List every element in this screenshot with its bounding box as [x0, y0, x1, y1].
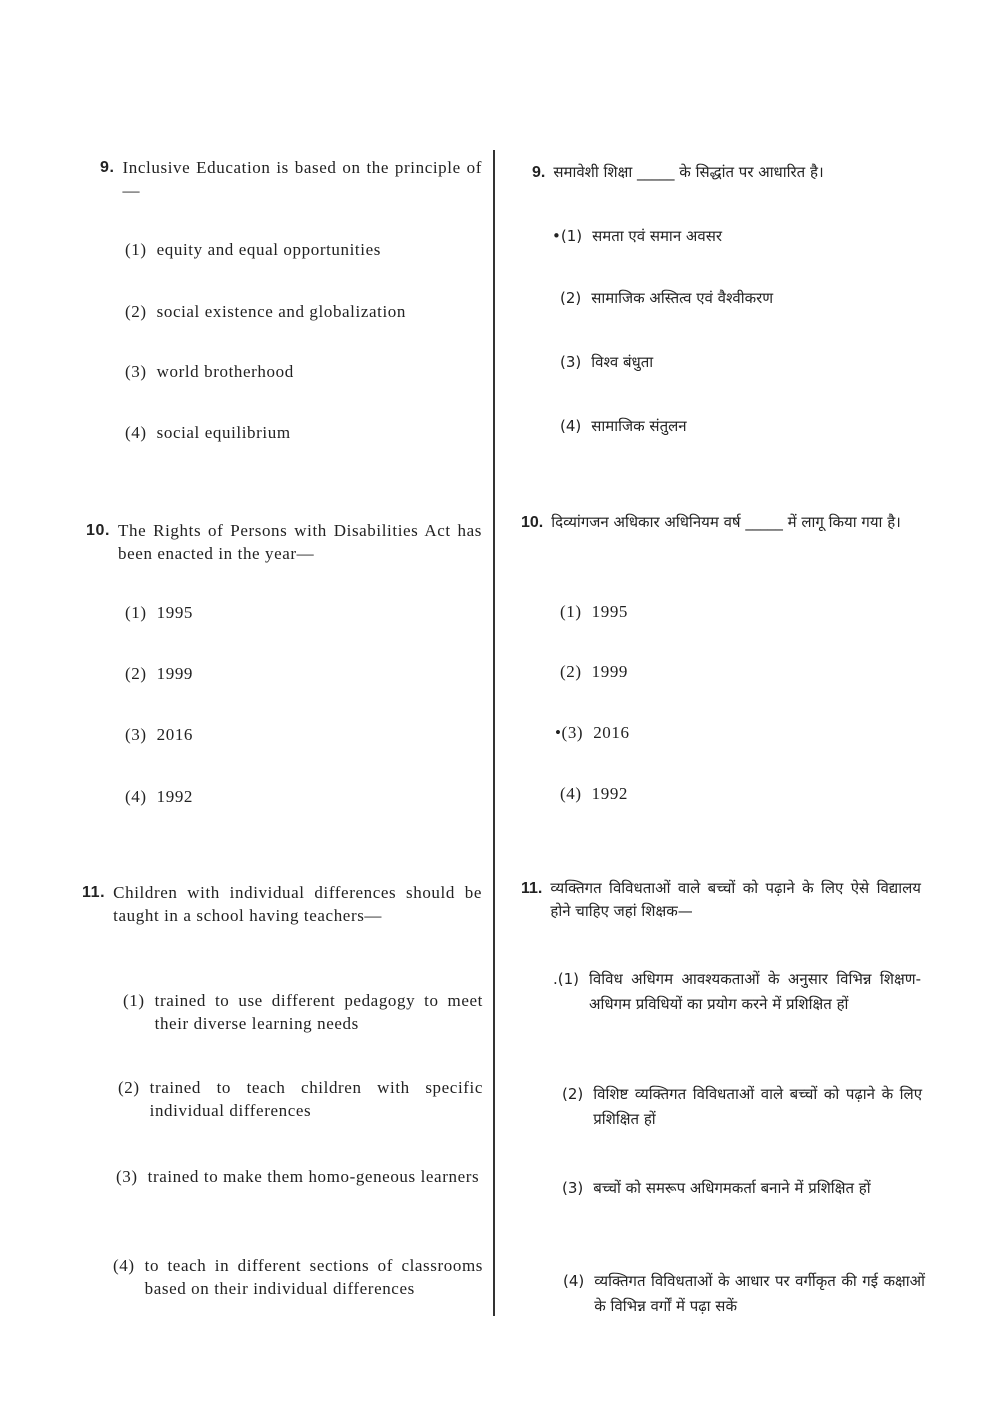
- option[interactable]: [125, 421, 291, 444]
- option[interactable]: [560, 415, 687, 438]
- option[interactable]: [562, 1082, 922, 1132]
- option-text: सामाजिक अस्तित्व एवं वैश्वीकरण: [591, 289, 774, 307]
- option-text: विविध अधिगम आवश्यकताओं के अनुसार विभिन्न शिक्षण-अधिगम प्रविधियों का प्रयोग करने में प्रशिक्षित हों: [589, 970, 921, 1013]
- question-text: Children with individual differences should be taught in a school having teachers—: [113, 883, 482, 925]
- question-number: 11.: [82, 884, 106, 901]
- question-number: 11.: [521, 880, 543, 897]
- option-number: (2): [125, 302, 147, 321]
- question-text: समावेशी शिक्षा _____ के सिद्धांत पर आधारित है।: [553, 163, 824, 181]
- option-number: (1): [560, 602, 582, 621]
- question-text: Inclusive Education is based on the principle of—: [122, 158, 482, 200]
- option-number: (3): [125, 725, 147, 744]
- question-11-hi: [521, 877, 921, 923]
- question-11-en: [82, 881, 482, 927]
- option[interactable]: [123, 989, 483, 1035]
- option-text: trained to use different pedagogy to meet their diverse learning needs: [154, 991, 483, 1033]
- option[interactable]: [563, 1269, 925, 1319]
- option-text: बच्चों को समरूप अधिगमकर्ता बनाने में प्रशिक्षित हों: [593, 1179, 871, 1197]
- option[interactable]: [560, 287, 773, 310]
- option-text: 1995: [591, 602, 629, 621]
- option[interactable]: [125, 601, 193, 624]
- question-10-en: [86, 519, 482, 565]
- option-text: 2016: [593, 723, 630, 742]
- option-text: 2016: [156, 725, 194, 744]
- option-text: 1992: [156, 787, 194, 806]
- option[interactable]: [113, 1254, 483, 1300]
- option-number: •(1): [552, 227, 583, 245]
- option-text: विशिष्ट व्यक्तिगत विविधताओं वाले बच्चों को पढ़ाने के लिए प्रशिक्षित हों: [593, 1085, 922, 1128]
- option-number: (4): [125, 787, 147, 806]
- option-text: सामाजिक संतुलन: [591, 417, 687, 435]
- option[interactable]: [125, 300, 406, 323]
- option-text: world brotherhood: [156, 362, 294, 381]
- option[interactable]: [118, 1076, 483, 1122]
- option-number: (1): [123, 991, 145, 1010]
- option[interactable]: [560, 782, 628, 805]
- option[interactable]: [125, 360, 294, 383]
- option-number: (1): [125, 240, 147, 259]
- option-text: trained to teach children with specific individual differences: [149, 1078, 483, 1120]
- option-text: 1995: [156, 603, 194, 622]
- option-text: 1999: [156, 664, 194, 683]
- option-number: (2): [118, 1078, 140, 1097]
- option-text: विश्व बंधुता: [591, 353, 654, 371]
- option-number: (3): [560, 353, 582, 371]
- option[interactable]: [125, 662, 193, 685]
- option-text: to teach in different sections of classrooms based on their individual differences: [144, 1256, 483, 1298]
- question-text: व्यक्तिगत विविधताओं वाले बच्चों को पढ़ाने के लिए ऐसे विद्यालय होने चाहिए जहां शिक्षक—: [550, 879, 921, 920]
- option-text: व्यक्तिगत विविधताओं के आधार पर वर्गीकृत की गई कक्षाओं के विभिन्न वर्गों में पढ़ा सकें: [594, 1272, 925, 1315]
- option-number: (4): [563, 1272, 585, 1290]
- option-text: समता एवं समान अवसर: [592, 227, 722, 245]
- question-number: 9.: [532, 164, 546, 181]
- question-number: 10.: [86, 522, 111, 539]
- option-number: (1): [125, 603, 147, 622]
- column-divider: [493, 150, 495, 1316]
- option-number: (3): [116, 1167, 138, 1186]
- option-number: •(3): [555, 723, 584, 742]
- option-text: social equilibrium: [156, 423, 291, 442]
- question-text: दिव्यांगजन अधिकार अधिनियम वर्ष _____ में लागू किया गया है।: [551, 513, 901, 531]
- option[interactable]: [560, 600, 628, 623]
- option-number: (4): [560, 784, 582, 803]
- option-number: .(1): [553, 970, 580, 988]
- option-number: (2): [562, 1085, 584, 1103]
- option[interactable]: [552, 225, 722, 248]
- option-number: (2): [560, 289, 582, 307]
- question-10-hi: [521, 511, 921, 534]
- option-number: (4): [560, 417, 582, 435]
- question-9-hi: [532, 161, 922, 184]
- question-9-en: [100, 156, 482, 202]
- option-text: social existence and globalization: [156, 302, 406, 321]
- option-number: (2): [560, 662, 582, 681]
- option[interactable]: [125, 238, 381, 261]
- option-number: (4): [125, 423, 147, 442]
- question-text: The Rights of Persons with Disabilities Act has been enacted in the year—: [118, 521, 482, 563]
- option[interactable]: [125, 785, 193, 808]
- option-number: (4): [113, 1256, 135, 1275]
- option-number: (3): [125, 362, 147, 381]
- option-number: (3): [562, 1179, 584, 1197]
- option[interactable]: [562, 1176, 922, 1201]
- option-text: 1992: [591, 784, 629, 803]
- option[interactable]: [560, 351, 653, 374]
- option[interactable]: [553, 967, 921, 1017]
- option-number: (2): [125, 664, 147, 683]
- option[interactable]: [125, 723, 193, 746]
- option[interactable]: [555, 721, 630, 744]
- option[interactable]: [560, 660, 628, 683]
- option[interactable]: [116, 1165, 483, 1188]
- option-text: trained to make them homo-geneous learners: [147, 1167, 480, 1186]
- option-text: 1999: [591, 662, 629, 681]
- question-number: 9.: [100, 159, 115, 176]
- option-text: equity and equal opportunities: [156, 240, 381, 259]
- question-number: 10.: [521, 514, 544, 531]
